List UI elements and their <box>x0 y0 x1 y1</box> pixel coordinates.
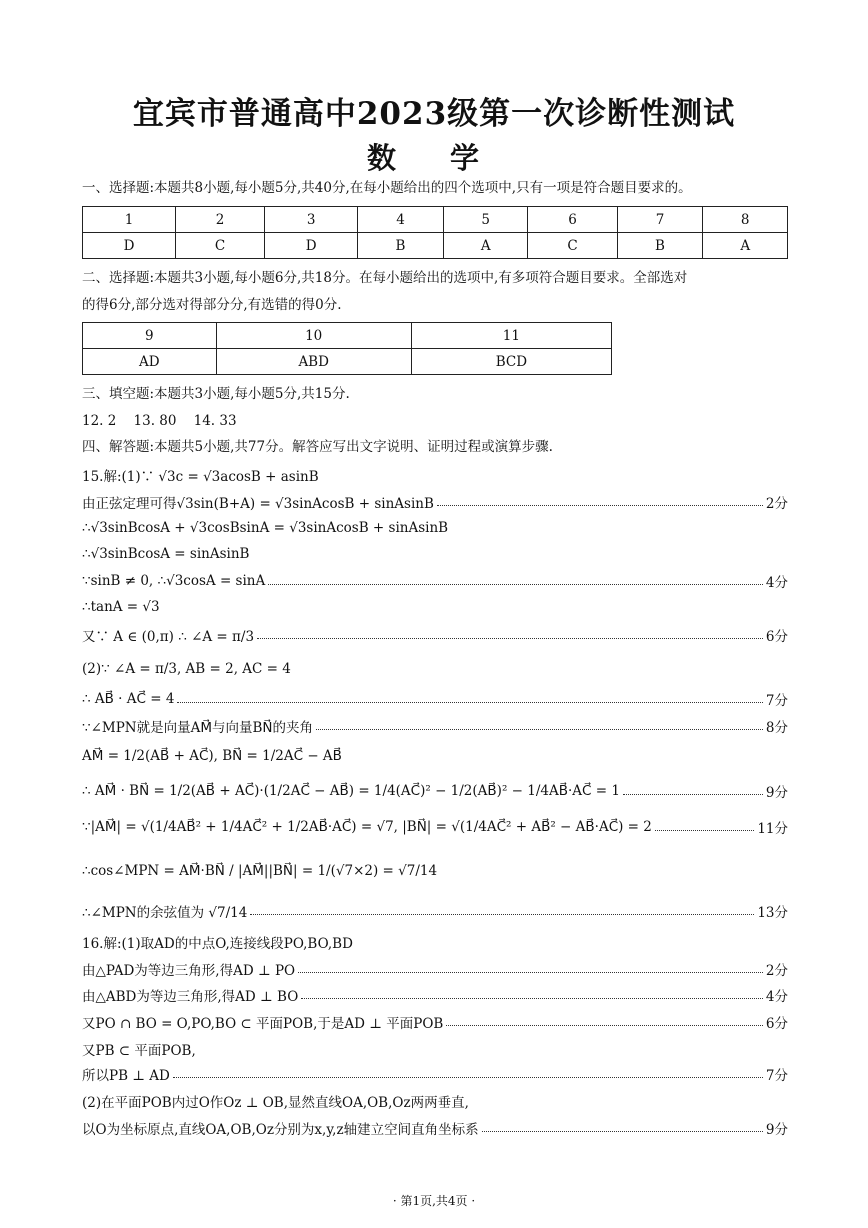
solution-line <box>82 898 788 924</box>
question-number-cell: 9 <box>83 323 217 349</box>
solution-line <box>82 515 788 541</box>
section2-answer-table <box>82 322 612 375</box>
answer-cell: BCD <box>411 349 611 375</box>
solution-line <box>82 956 788 982</box>
dot-leader <box>316 729 763 730</box>
solution-line <box>82 1061 788 1087</box>
solution-text: ∴tanA = √3 <box>82 599 160 615</box>
solution-line <box>82 1115 788 1141</box>
section4-heading: 四、解答题:本题共5小题,共77分。解答应写出文字说明、证明过程或演算步骤. <box>82 439 553 455</box>
section1-answer-table <box>82 206 788 259</box>
score-label: 11分 <box>757 821 788 837</box>
solution-text: ∴∠MPN的余弦值为 √7/14 <box>82 905 248 921</box>
answer-cell: D <box>83 233 176 259</box>
solution-text: ∴√3sinBcosA + √3cosBsinA = √3sinAcosB + sinAsinB <box>82 520 449 536</box>
solution-text: ∵sinB ≠ 0, ∴√3cosA = sinA <box>82 573 266 589</box>
question-number-cell: 11 <box>411 323 611 349</box>
dot-leader <box>298 972 763 973</box>
solution-line <box>82 622 788 648</box>
section2-heading-line2: 的得6分,部分选对得部分分,有选错的得0分. <box>82 297 342 313</box>
page-footer: · 第1页,共4页 · <box>392 1194 476 1208</box>
question-number-cell: 7 <box>617 207 703 233</box>
dot-leader <box>257 638 763 639</box>
answer-cell: D <box>265 233 358 259</box>
solution-line <box>82 1009 788 1035</box>
solution-line <box>82 982 788 1008</box>
solution-line <box>82 462 788 488</box>
score-label: 7分 <box>765 693 788 709</box>
question-number-cell: 4 <box>358 207 444 233</box>
answer-cell: ABD <box>216 349 411 375</box>
question-number-cell: 6 <box>528 207 617 233</box>
question-number-cell: 1 <box>83 207 176 233</box>
answer-cell: A <box>443 233 528 259</box>
solution-line <box>82 743 788 769</box>
dot-leader <box>655 830 754 831</box>
question-number-cell: 10 <box>216 323 411 349</box>
solution-line <box>82 594 788 620</box>
solution-line <box>82 1036 788 1062</box>
score-label: 9分 <box>765 1122 788 1138</box>
dot-leader <box>173 1077 763 1078</box>
answer-cell: A <box>703 233 788 259</box>
solution-line <box>82 656 788 682</box>
solution-line <box>82 1088 788 1114</box>
question-number-cell: 5 <box>443 207 528 233</box>
solution-text: ∴ AM⃗ · BN⃗ = 1/2(AB⃗ + AC⃗)·(1/2AC⃗ − AB⃗) = 1/4(AC⃗)² − 1/2(AB⃗)² − 1/4AB⃗·AC⃗ = 1 <box>82 783 620 799</box>
solution-text: ∴√3sinBcosA = sinAsinB <box>82 546 250 562</box>
solution-line <box>82 778 788 804</box>
solution-line <box>82 814 788 840</box>
solution-text: 所以PB ⊥ AD <box>82 1068 170 1084</box>
solution-text: 16.解:(1)取AD的中点O,连接线段PO,BO,BD <box>82 936 353 952</box>
dot-leader <box>446 1025 763 1026</box>
solution-line <box>82 713 788 739</box>
solution-text: 又∵ A ∈ (0,π) ∴ ∠A = π/3 <box>82 629 255 645</box>
answer-cell: C <box>528 233 617 259</box>
dot-leader <box>250 914 754 915</box>
solution-text: AM⃗ = 1/2(AB⃗ + AC⃗), BN⃗ = 1/2AC⃗ − AB⃗ <box>82 748 342 764</box>
dot-leader <box>437 505 763 506</box>
solution-text: ∴ AB⃗ · AC⃗ = 4 <box>82 691 175 707</box>
solution-text: (2)在平面POB内过O作Oz ⊥ OB,显然直线OA,OB,Oz两两垂直, <box>82 1095 469 1111</box>
score-label: 2分 <box>765 496 788 512</box>
answer-cell: B <box>358 233 444 259</box>
solution-text: 由△ABD为等边三角形,得AD ⊥ BO <box>82 989 299 1005</box>
section2-heading-line1: 二、选择题:本题共3小题,每小题6分,共18分。在每小题给出的选项中,有多项符合题目要求。全部选对 <box>82 270 688 286</box>
exam-title: 宜宾市普通高中2023级第一次诊断性测试 <box>132 96 736 132</box>
score-label: 13分 <box>757 905 788 921</box>
solution-line <box>82 858 788 884</box>
solution-text: 以O为坐标原点,直线OA,OB,Oz分别为x,y,z轴建立空间直角坐标系 <box>82 1122 479 1138</box>
solution-text: ∴cos∠MPN = AM⃗·BN⃗ / |AM⃗||BN⃗| = 1/(√7×2) = √7/14 <box>82 863 438 879</box>
dot-leader <box>177 702 762 703</box>
section1-heading: 一、选择题:本题共8小题,每小题5分,共40分,在每小题给出的四个选项中,只有一项是符合题目要求的。 <box>82 180 692 196</box>
answer-cell: B <box>617 233 703 259</box>
question-number-cell: 3 <box>265 207 358 233</box>
solution-line <box>82 568 788 594</box>
solution-text: ∵|AM⃗| = √(1/4AB⃗² + 1/4AC⃗² + 1/2AB⃗·AC⃗) = √7, |BN⃗| = √(1/4AC⃗² + AB⃗² − AB⃗·AC⃗) = 2 <box>82 819 652 835</box>
solution-line <box>82 489 788 515</box>
dot-leader <box>623 794 763 795</box>
solution-text: 由△PAD为等边三角形,得AD ⊥ PO <box>82 963 296 979</box>
score-label: 8分 <box>765 720 788 736</box>
score-label: 2分 <box>765 963 788 979</box>
solution-text: 又PB ⊂ 平面POB, <box>82 1043 196 1059</box>
score-label: 6分 <box>765 629 788 645</box>
score-label: 7分 <box>765 1068 788 1084</box>
section3-heading: 三、填空题:本题共3小题,每小题5分,共15分. <box>82 386 350 402</box>
dot-leader <box>482 1131 763 1132</box>
score-label: 9分 <box>765 785 788 801</box>
score-label: 4分 <box>765 989 788 1005</box>
answer-cell: AD <box>83 349 217 375</box>
subject-title: 数 学 <box>366 141 502 175</box>
dot-leader <box>301 998 763 999</box>
section3-answers: 12. 2 13. 80 14. 33 <box>82 413 237 429</box>
solution-line <box>82 541 788 567</box>
solution-text: ∵∠MPN就是向量AM⃗与向量BN⃗的夹角 <box>82 720 314 736</box>
solution-line <box>82 686 788 712</box>
solution-line <box>82 929 788 955</box>
score-label: 4分 <box>765 575 788 591</box>
dot-leader <box>268 584 763 585</box>
answer-cell: C <box>175 233 264 259</box>
solution-text: 又PO ∩ BO = O,PO,BO ⊂ 平面POB,于是AD ⊥ 平面POB <box>82 1016 444 1032</box>
question-number-cell: 8 <box>703 207 788 233</box>
solution-text: (2)∵ ∠A = π/3, AB = 2, AC = 4 <box>82 661 291 677</box>
solution-text: 15.解:(1)∵ √3c = √3acosB + asinB <box>82 469 319 485</box>
score-label: 6分 <box>765 1016 788 1032</box>
solution-text: 由正弦定理可得√3sin(B+A) = √3sinAcosB + sinAsinB <box>82 496 434 512</box>
question-number-cell: 2 <box>175 207 264 233</box>
